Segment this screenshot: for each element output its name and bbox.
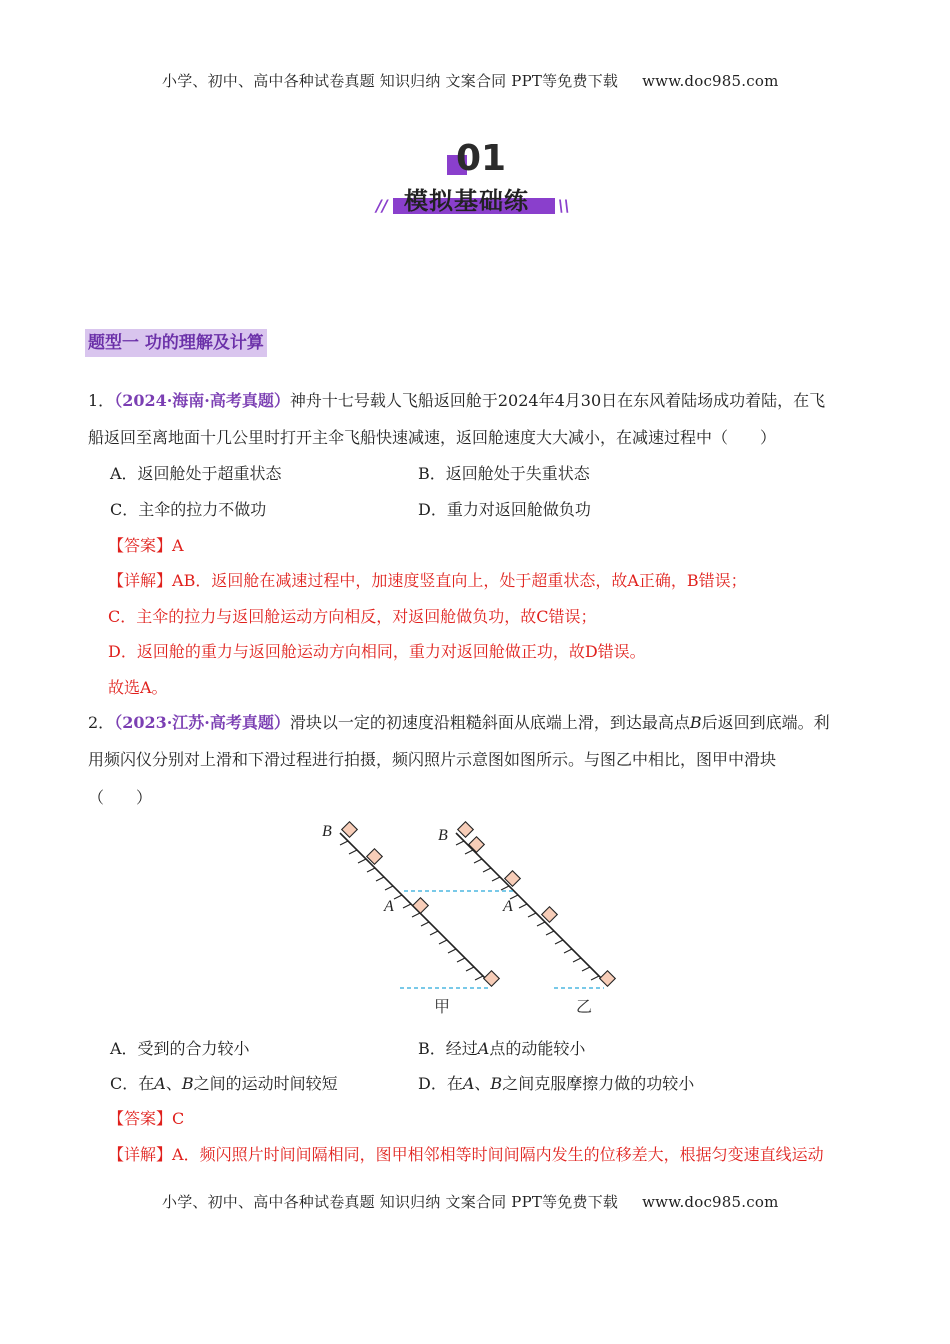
q2-stem-text1a: 滑块以一定的初速度沿粗糙斜面从底端上滑，到达最高点 (289, 713, 690, 732)
badge-title: 模拟基础练 (404, 187, 529, 215)
q1-answer (108, 535, 184, 557)
q1-option-d: D．重力对返回舱做负功 (418, 500, 591, 519)
figure-caption-left: 甲 (434, 997, 451, 1016)
q2-option-c-pre: C．在 (110, 1074, 155, 1093)
q1-source: （2024·海南·高考真题） (114, 391, 290, 410)
incline-right (456, 833, 606, 983)
q2-option-c (110, 1073, 338, 1095)
q2-source: （2023·江苏·高考真题） (114, 713, 290, 732)
q2-option-b-pre: B．经过 (418, 1039, 478, 1058)
q1-detail-line2: C．主伞的拉力与返回舱运动方向相反，对返回舱做负功，故C错误； (108, 607, 597, 626)
badge-number: 01 (456, 138, 507, 179)
q2-option-d-mid: 、 (474, 1074, 491, 1093)
q2-detail-line1 (108, 1144, 824, 1166)
q2-stem-line1 (88, 712, 830, 734)
q2-option-d-var1: A (462, 1074, 475, 1093)
q1-detail-tag: 【详解】 (108, 571, 173, 590)
q1-stem-line1 (88, 390, 825, 412)
q1-detail-line1 (108, 570, 747, 592)
q2-option-d-var2: B (490, 1074, 503, 1093)
q1-detail-line3: D．返回舱的重力与返回舱运动方向相同，重力对返回舱做正功，故D错误。 (108, 642, 646, 661)
footer-site: www.doc985.com (642, 1193, 779, 1211)
header-site: www.doc985.com (642, 72, 779, 90)
q2-number: 2． (88, 713, 115, 732)
q2-answer-tag: 【答案】 (108, 1109, 173, 1128)
q1-stem-line2: 船返回至离地面十几公里时打开主伞飞船快速减速，返回舱速度大大减小，在减速过程中（ ） (88, 428, 777, 447)
q1-option-c: C．主伞的拉力不做功 (110, 500, 267, 519)
q1-conclusion: 故选A。 (108, 678, 168, 697)
page-footer (162, 1191, 779, 1212)
q2-option-d-pre: D．在 (418, 1074, 463, 1093)
figure-label-b-left: B (322, 823, 332, 840)
q2-option-b (418, 1038, 585, 1060)
q2-option-c-var2: B (181, 1074, 194, 1093)
q1-option-a: A．返回舱处于超重状态 (110, 464, 282, 483)
blocks-right (458, 822, 616, 987)
q1-number: 1． (88, 391, 115, 410)
q2-option-d-post: 之间克服摩擦力做的功较小 (502, 1074, 695, 1093)
figure-label-a-left: A (384, 898, 394, 915)
q2-detail-text1: A．频闪照片时间间隔相同，图甲相邻相等时间间隔内发生的位移差大，根据匀变速直线运动 (172, 1145, 824, 1164)
q1-option-b: B．返回舱处于失重状态 (418, 464, 590, 483)
figure-label-b-right: B (438, 827, 448, 844)
q1-answer-value: A (172, 536, 184, 555)
q2-option-a: A．受到的合力较小 (110, 1039, 250, 1058)
q2-stem-line2: 用频闪仪分别对上滑和下滑过程进行拍摄，频闪照片示意图如图所示。与图乙中相比，图甲中滑块 (88, 750, 777, 769)
figure-caption-right: 乙 (576, 997, 593, 1016)
dashed-lines (400, 891, 604, 988)
q2-stem-text1b: 后返回到底端。利 (701, 713, 830, 732)
q2-stem-var-b: B (689, 713, 702, 732)
figure-label-a-right: A (503, 898, 513, 915)
header-text: 小学、初中、高中各种试卷真题 知识归纳 文案合同 PPT等免费下载 (162, 72, 619, 90)
section-label: 题型一 功的理解及计算 (85, 329, 267, 357)
q2-figure (310, 815, 630, 1020)
q2-answer (108, 1108, 184, 1130)
q1-stem-text1: 神舟十七号载人飞船返回舱于2024年4月30日在东风着陆场成功着陆，在飞 (289, 391, 826, 410)
q2-option-d (418, 1073, 694, 1095)
q2-option-b-post: 点的动能较小 (489, 1039, 586, 1058)
page-header (162, 70, 779, 91)
q2-option-c-post: 之间的运动时间较短 (193, 1074, 338, 1093)
q1-detail-text1: AB．返回舱在减速过程中，加速度竖直向上，处于超重状态，故A正确，B错误； (172, 571, 747, 590)
badge-left-deco: // (376, 196, 388, 215)
q2-option-c-var1: A (154, 1074, 166, 1093)
q1-answer-tag: 【答案】 (108, 536, 173, 555)
q2-detail-tag: 【详解】 (108, 1145, 173, 1164)
q2-option-c-mid: 、 (165, 1074, 182, 1093)
badge-right-deco: \\ (558, 196, 570, 215)
footer-text: 小学、初中、高中各种试卷真题 知识归纳 文案合同 PPT等免费下载 (162, 1193, 619, 1211)
q2-option-b-var: A (477, 1039, 490, 1058)
q2-answer-value: C (172, 1109, 185, 1128)
q2-stem-line3: （ ） (88, 788, 153, 807)
